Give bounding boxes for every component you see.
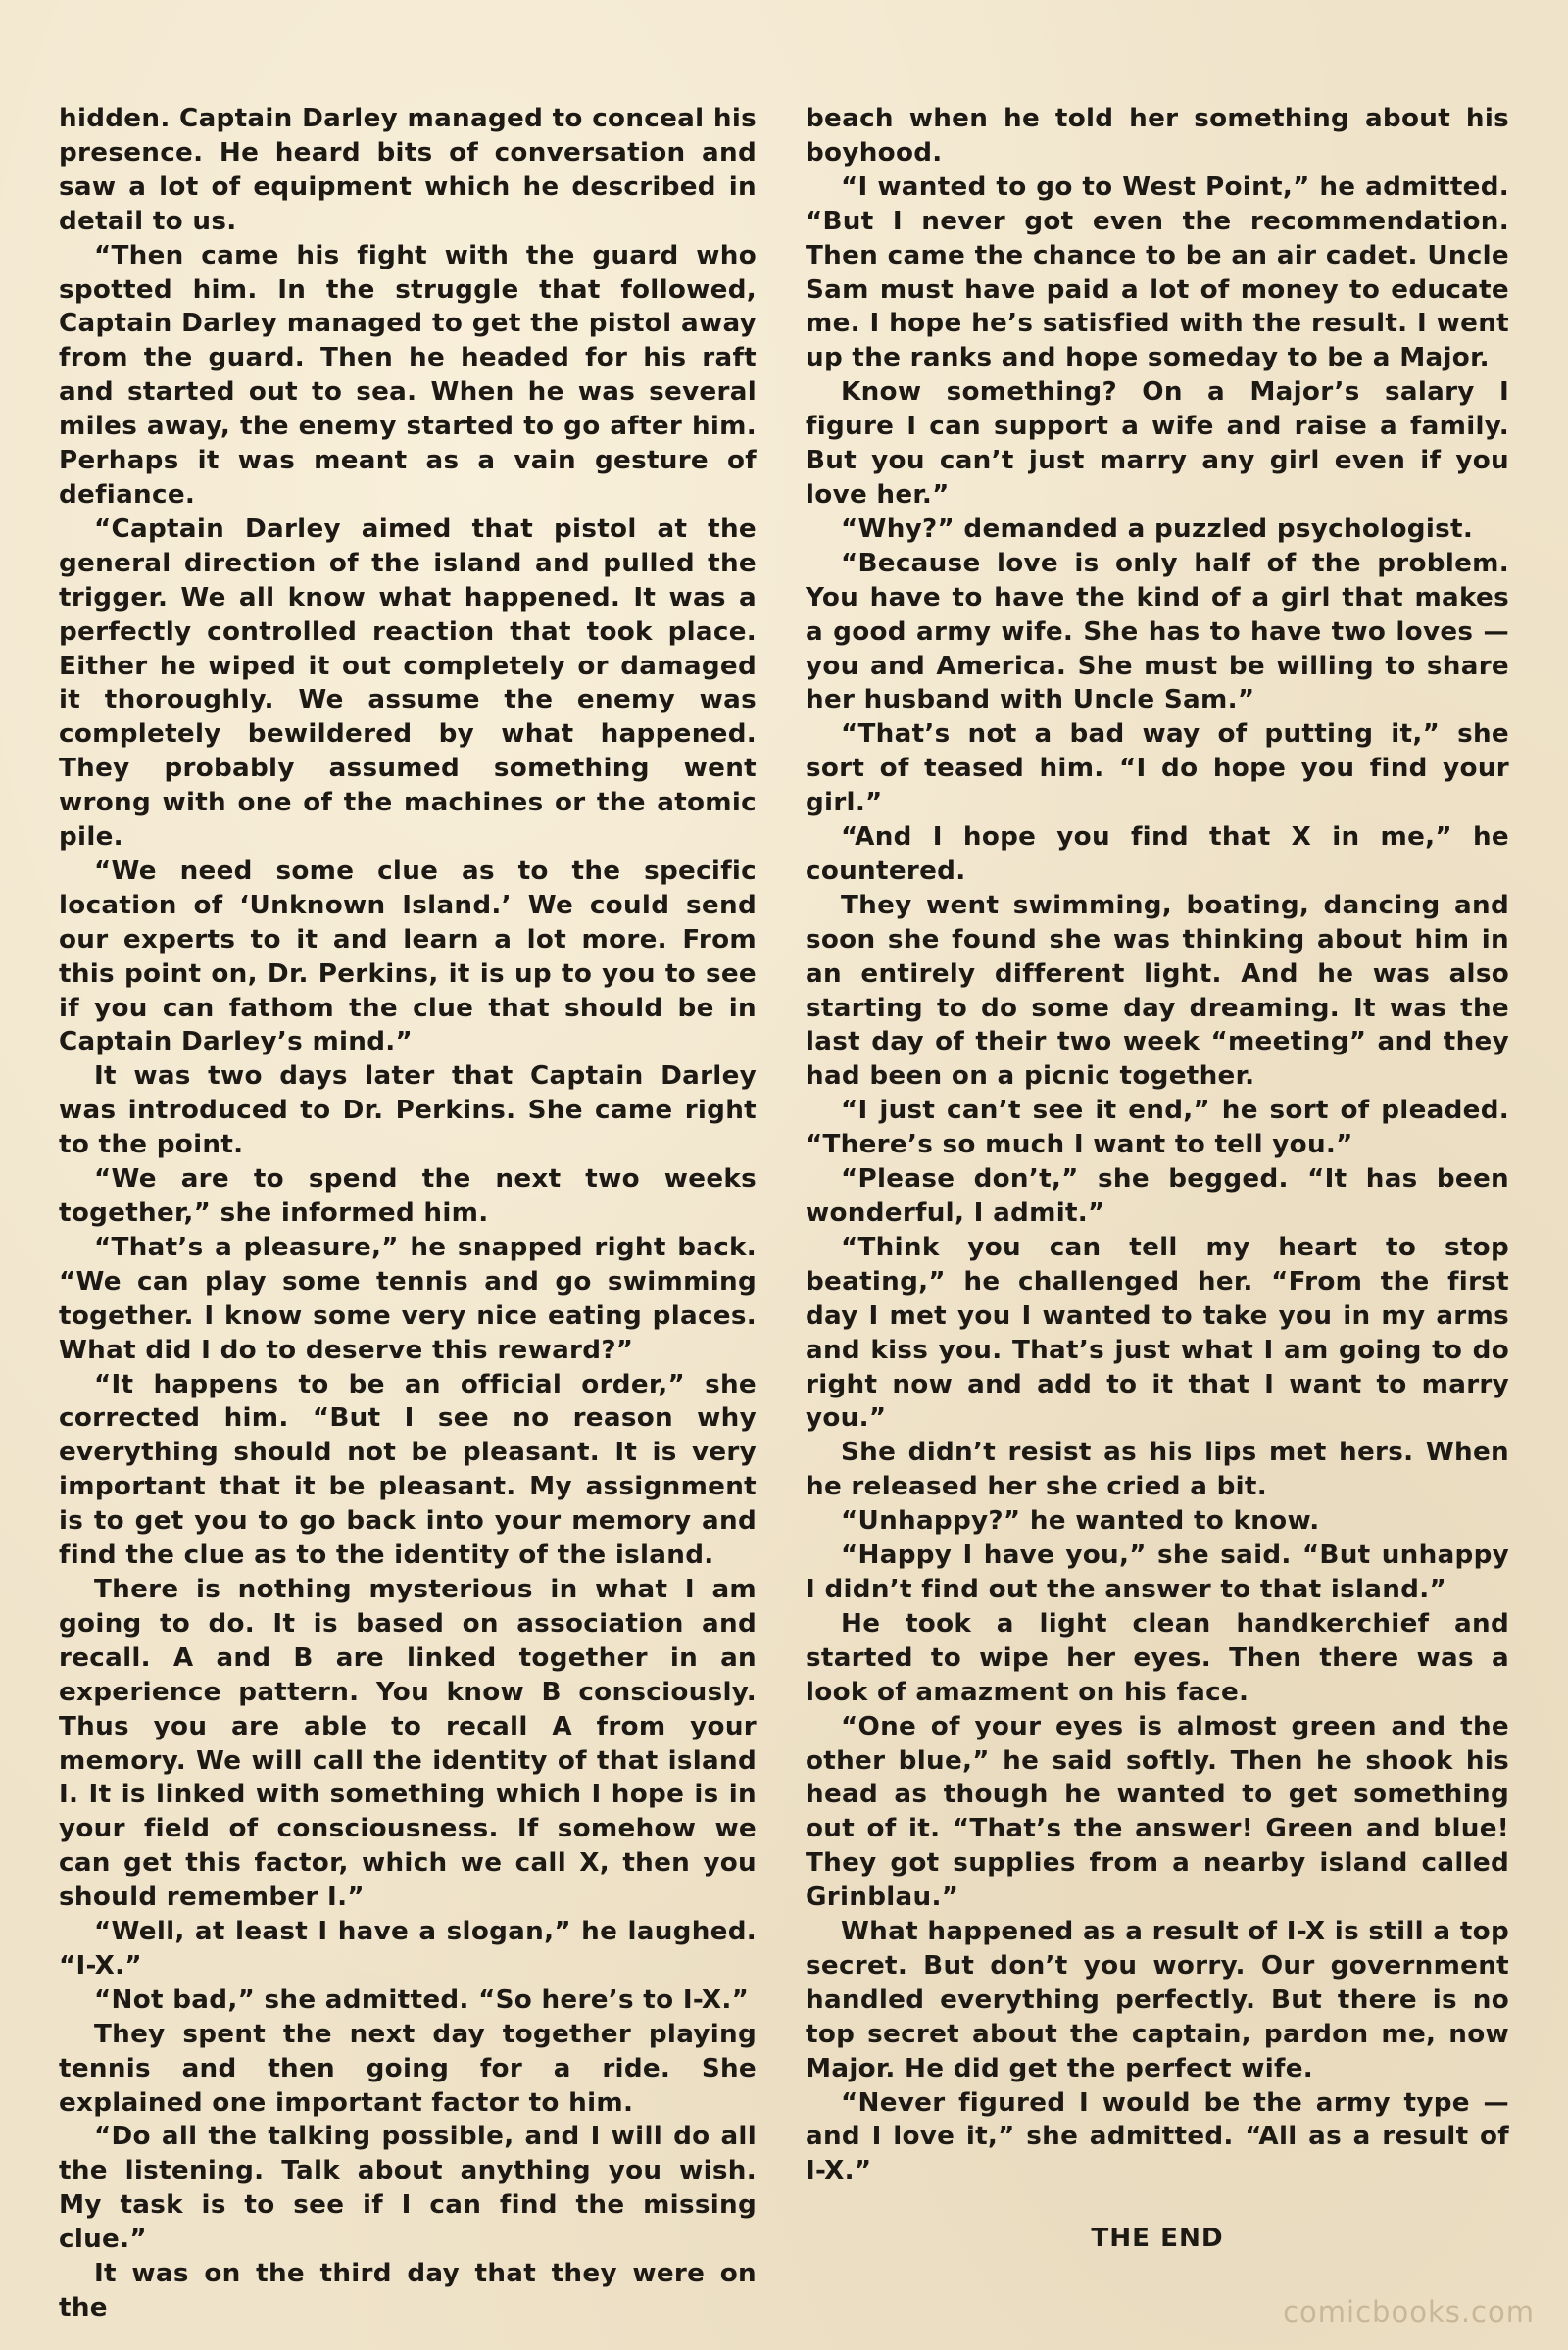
paragraph: “I just can’t see it end,” he sort of pleaded. “There’s so much I want to tell you.”	[806, 1096, 1509, 1160]
paragraph: They went swimming, boating, dancing and soon she found she was thinking about him in an entirely different light. And he was also starting to do some day dreaming. It was the last day of their two week “meeting” and they had been on a picnic together.	[806, 890, 1509, 1092]
paragraph: He took a light clean handkerchief and started to wipe her eyes. Then there was a look of amazment on his face.	[806, 1608, 1509, 1707]
paragraph: “Because love is only half of the problem. You have to have the kind of a girl that makes a good army wife. She has to have two loves — you and America. She must be willing to share her husband with Uncle Sam.”	[806, 548, 1509, 715]
paragraph: “Not bad,” she admitted. “So here’s to I-X.”	[94, 1984, 750, 2015]
paragraph: “Think you can tell my heart to stop beating,” he challenged her. “From the first day I met you I wanted to take you in my arms and kiss you. That’s just what I am going to do right now and add to it that I want to marry you.”	[806, 1232, 1509, 1434]
watermark: comicbooks.com	[1283, 2295, 1535, 2328]
paragraph: “We are to spend the next two weeks together,” she informed him.	[59, 1164, 757, 1228]
paragraph: hidden. Captain Darley managed to conceal his presence. He heard bits of conversation and saw a lot of equipment which he described in detail to us.	[59, 104, 757, 236]
right-column	[806, 102, 1509, 2256]
left-column	[59, 102, 757, 2326]
paragraph: “Do all the talking possible, and I will do all the listening. Talk about anything you wish. My task is to see if I can find the missing clue.”	[59, 2122, 757, 2255]
paragraph: beach when he told her something about his boyhood.	[806, 104, 1509, 168]
paragraph: “Then came his fight with the guard who spotted him. In the struggle that followed, Captain Darley managed to get the pistol away from the guard. Then he headed for his raft and started out to sea. When he was several miles away, the enemy started to go after him. Perhaps it was meant as a vain gesture of defiance.	[59, 240, 757, 510]
paragraph: “One of your eyes is almost green and the other blue,” he said softly. Then he shook his head as though he wanted to get something out of it. “That’s the answer! Green and blue! They got supplies from a nearby island called Grinblau.”	[806, 1711, 1509, 1913]
paragraph: “Unhappy?” he wanted to know.	[841, 1506, 1320, 1537]
paragraph: “Please don’t,” she begged. “It has been wonderful, I admit.”	[806, 1164, 1509, 1228]
paragraph: There is nothing mysterious in what I am going to do. It is based on association and recall. A and B are linked together in an experience pattern. You know B consciously. Thus you are able to recall A from your memory. We will call the identity of that island I. It is linked with something which I hope is in your field of consciousness. If somehow we can get this factor, which we call X, then you should remember I.”	[59, 1574, 757, 1913]
paragraph: It was on the third day that they were on the	[59, 2259, 757, 2323]
paragraph: It was two days later that Captain Darley was introduced to Dr. Perkins. She came right to the point.	[59, 1061, 757, 1160]
paragraph: She didn’t resist as his lips met hers. When he released her she cried a bit.	[806, 1438, 1509, 1502]
paragraph: What happened as a result of I-X is still a top secret. But don’t you worry. Our government handled everything perfectly. But there is no top secret about the captain, pardon me, now Major. He did get the perfect wife.	[806, 1917, 1509, 2083]
paragraph: “Happy I have you,” she said. “But unhappy I didn’t find out the answer to that island.”	[806, 1541, 1509, 1604]
paragraph: Know something? On a Major’s salary I figure I can support a wife and raise a family. But you can’t just marry any girl even if you love her.”	[806, 377, 1509, 510]
the-end-label: THE END	[1091, 2224, 1224, 2254]
paragraph: “And I hope you find that X in me,” he countered.	[806, 822, 1509, 886]
paragraph: “Well, at least I have a slogan,” he laughed. “I-X.”	[59, 1917, 757, 1981]
paragraph: “I wanted to go to West Point,” he admitted. “But I never got even the recommendation. Then came the chance to be an air cadet. Uncle Sam must have paid a lot of money to educate me. I hope he’s satisfied with the result. I went up the ranks and hope someday to be a Major.	[806, 171, 1509, 373]
paragraph: “Captain Darley aimed that pistol at the general direction of the island and pulled the trigger. We all know what happened. It was a perfectly controlled reaction that took place. Either he wiped it out completely or damaged it thoroughly. We assume the enemy was completely bewildered by what happened. They probably assumed something went wrong with one of the machines or the atomic pile.	[59, 514, 757, 853]
paragraph: “It happens to be an official order,” she corrected him. “But I see no reason why everything should not be pleasant. It is very important that it be pleasant. My assignment is to get you to go back into your memory and find the clue as to the identity of the island.	[59, 1369, 757, 1571]
paragraph: “That’s not a bad way of putting it,” she sort of teased him. “I do hope you find your girl.”	[806, 719, 1509, 818]
paragraph: “Never figured I would be the army type — and I love it,” she admitted. “All as a result of I-X.”	[806, 2087, 1509, 2186]
paragraph: “We need some clue as to the specific location of ‘Unknown Island.’ We could send our experts to it and learn a lot more. From this point on, Dr. Perkins, it is up to you to see if you can fathom the clue that should be in Captain Darley’s mind.”	[59, 856, 757, 1057]
paragraph: “That’s a pleasure,” he snapped right back. “We can play some tennis and go swimming together. I know some very nice eating places. What did I do to deserve this reward?”	[59, 1232, 757, 1365]
paragraph: “Why?” demanded a puzzled psychologist.	[841, 514, 1474, 544]
paragraph: They spent the next day together playing tennis and then going for a ride. She explained one important factor to him.	[59, 2019, 757, 2118]
